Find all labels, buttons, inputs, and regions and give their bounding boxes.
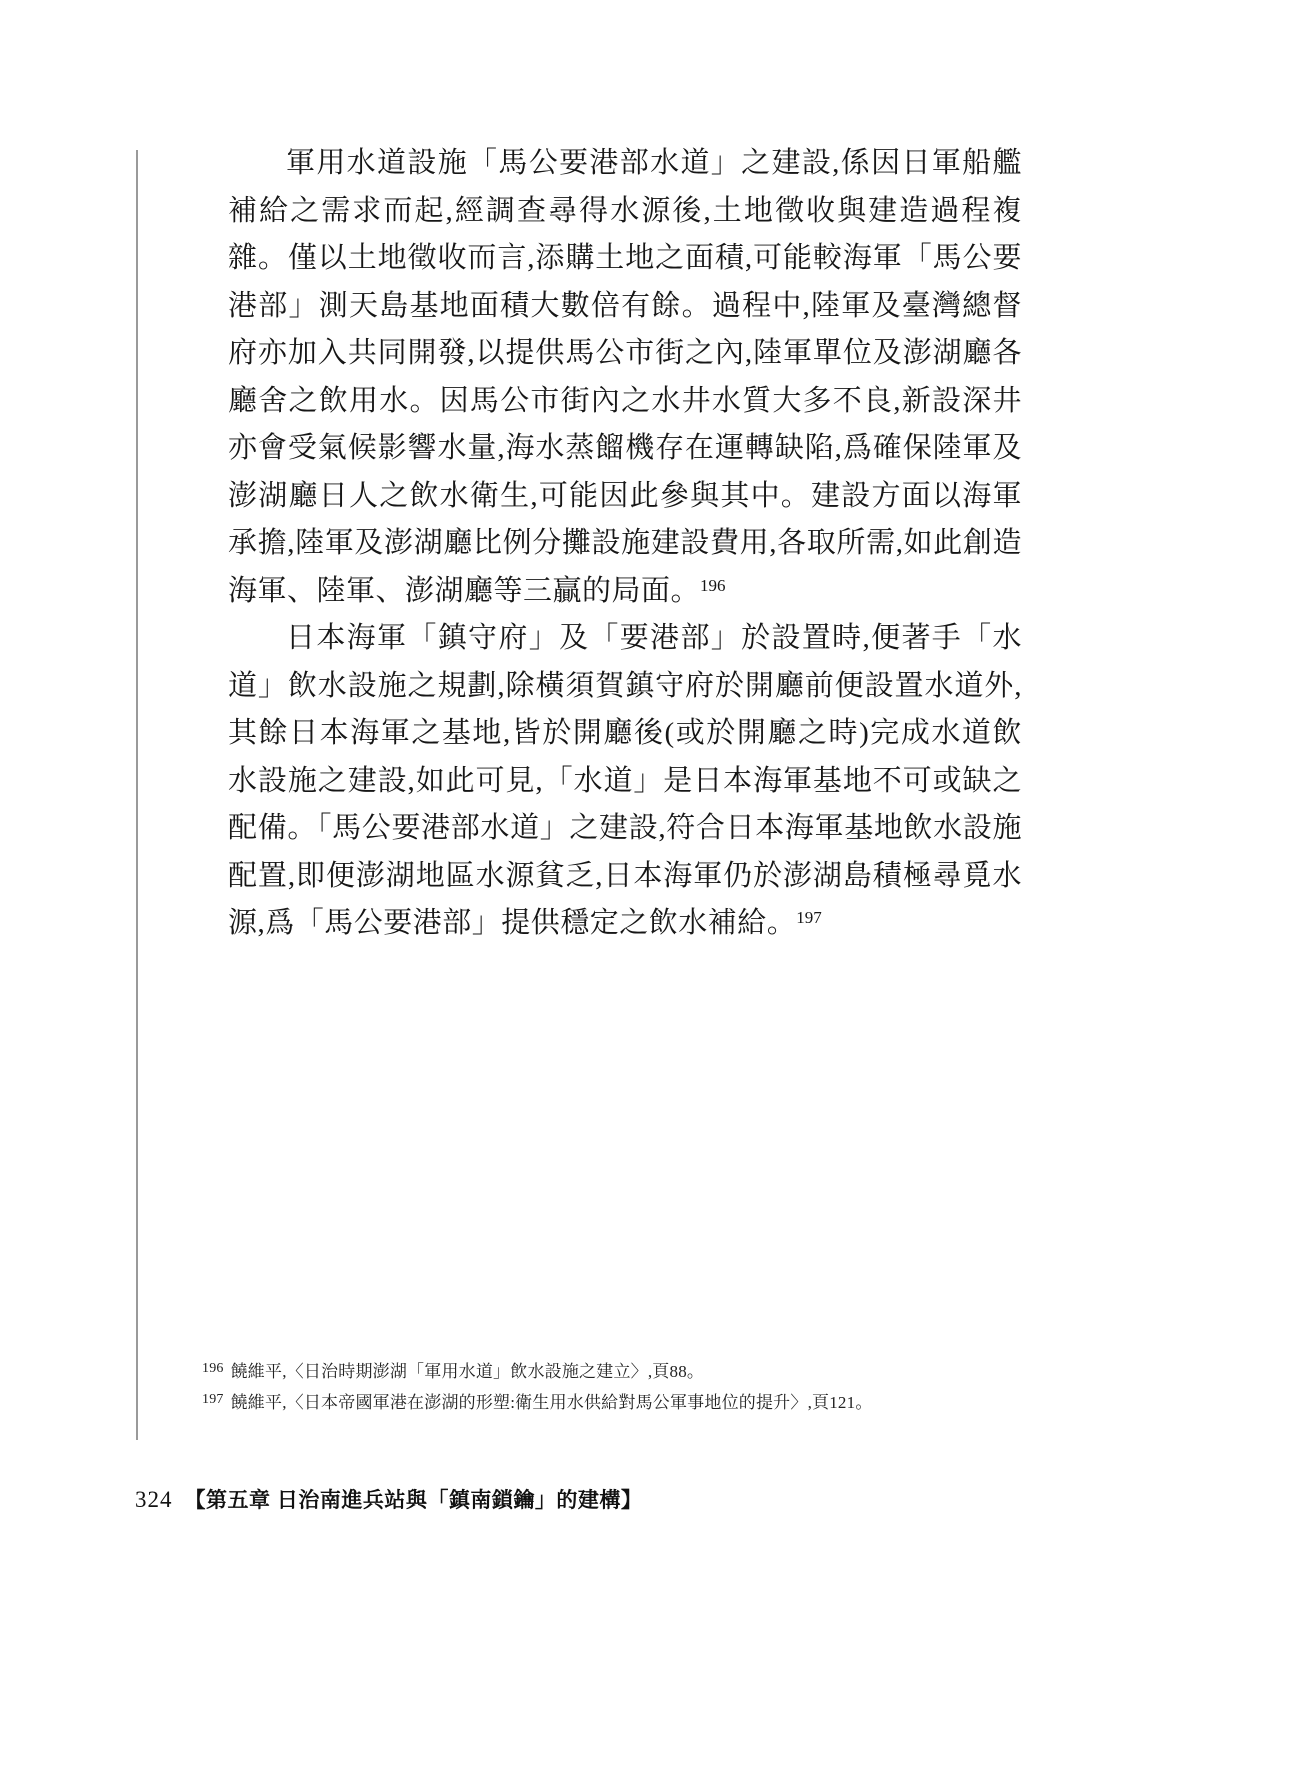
- chapter-title: 【第五章 日治南進兵站與「鎮南鎖鑰」的建構】: [184, 1489, 643, 1512]
- paragraph-2: [228, 615, 1022, 948]
- footnote-197-number: 197: [202, 1392, 224, 1407]
- footnote-196-text: 饒維平,〈日治時期澎湖「軍用水道」飲水設施之建立〉,頁88。: [230, 1362, 705, 1381]
- paragraph-1-text: 軍用水道設施「馬公要港部水道」之建設,係因日軍船艦補給之需求而起,經調查尋得水源後,土地徵收與建造過程複雜。僅以土地徵收而言,添購土地之面積,可能較海軍「馬公要港部」測天島基地面積大數倍有餘。過程中,陸軍及臺灣總督府亦加入共同開發,以提供馬公市街之內,陸軍單位及澎湖廳各廳舍之飲用水。因馬公市街內之水井水質大多不良,新設深井亦會受氣候影響水量,海水蒸餾機存在運轉缺陷,爲確保陸軍及澎湖廳日人之飲水衛生,可能因此參與其中。建設方面以海軍承擔,陸軍及澎湖廳比例分攤設施建設費用,各取所需,如此創造海軍、陸軍、澎湖廳等三贏的局面。: [228, 147, 1022, 607]
- body-text: [228, 140, 1022, 948]
- page-footer: [135, 1484, 642, 1514]
- footnote-ref-197: 197: [796, 908, 822, 927]
- footnote-197-text: 饒維平,〈日本帝國軍港在澎湖的形塑:衛生用水供給對馬公軍事地位的提升〉,頁121。: [230, 1393, 873, 1412]
- footnote-196-number: 196: [202, 1361, 224, 1376]
- paragraph-2-text: 日本海軍「鎮守府」及「要港部」於設置時,便著手「水道」飲水設施之規劃,除橫須賀鎮守府於開廳前便設置水道外,其餘日本海軍之基地,皆於開廳後(或於開廳之時)完成水道飲水設施之建設,如此可見,「水道」是日本海軍基地不可或缺之配備。「馬公要港部水道」之建設,符合日本海軍基地飲水設施配置,即便澎湖地區水源貧乏,日本海軍仍於澎湖島積極尋覓水源,爲「馬公要港部」提供穩定之飲水補給。: [228, 622, 1022, 939]
- footnote-196: [202, 1356, 1042, 1387]
- footnote-ref-196: 196: [700, 575, 726, 595]
- paragraph-1: [228, 140, 1022, 615]
- left-margin-rule: [136, 150, 138, 1440]
- footnotes-block: [202, 1356, 1042, 1418]
- page-number: 324: [135, 1487, 173, 1512]
- footnote-197: [202, 1387, 1042, 1418]
